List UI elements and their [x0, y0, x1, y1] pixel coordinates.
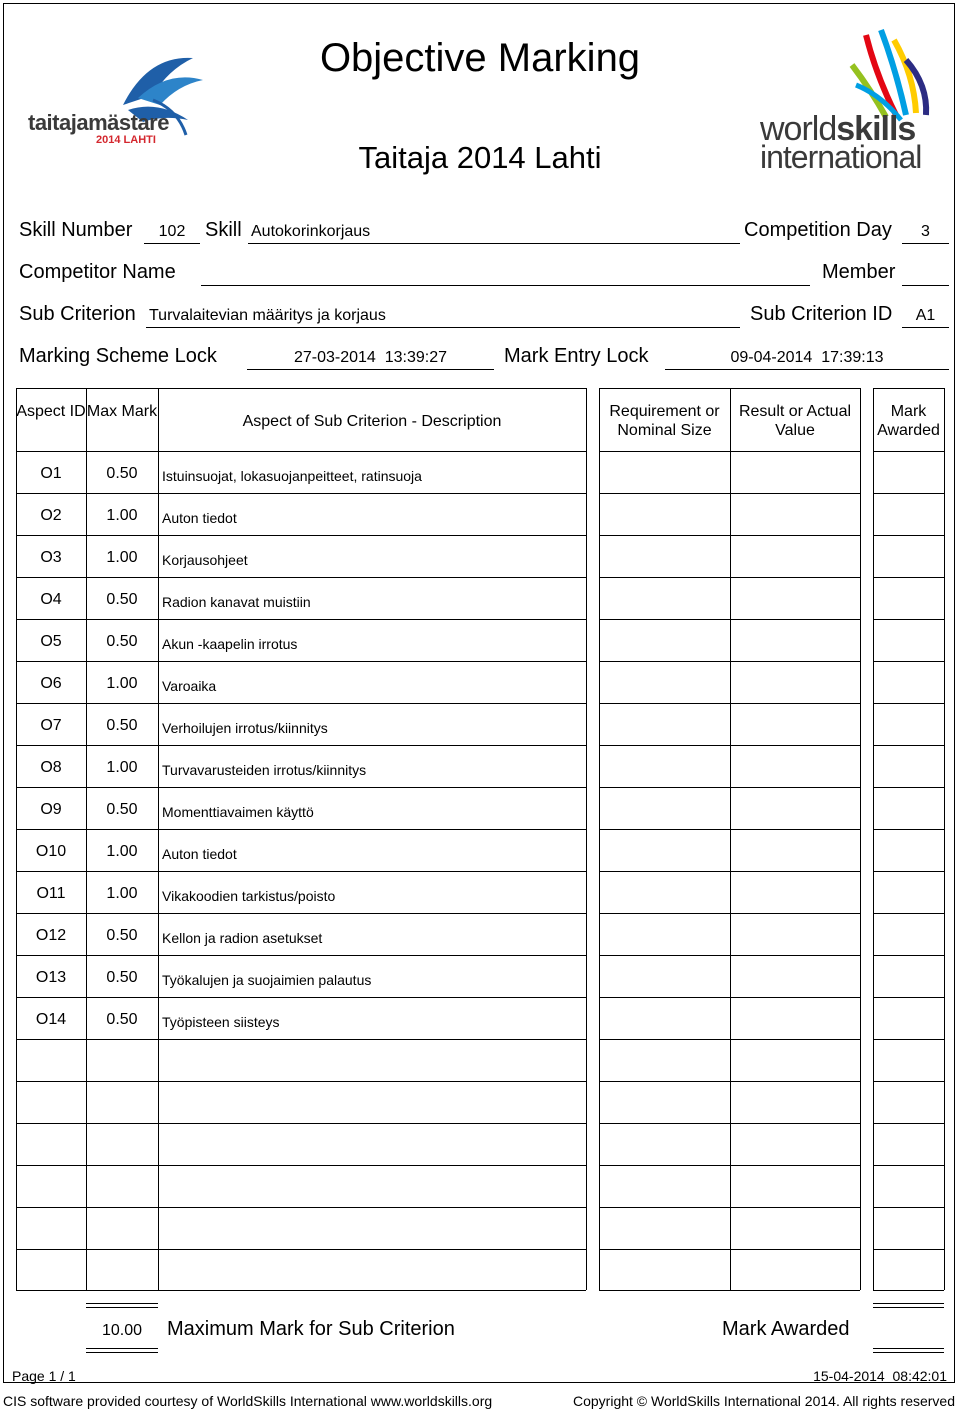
header-mark-awarded-text: Mark Awarded [877, 403, 940, 439]
row-max-mark: 0.50 [106, 465, 138, 482]
row-max-mark: 1.00 [106, 843, 138, 860]
page-title: Objective Marking [319, 36, 641, 80]
row-max-mark: 0.50 [106, 801, 138, 818]
member-underline [902, 285, 949, 286]
copyright-notice: Copyright © WorldSkills International 2014. All rights reserved [572, 1393, 955, 1409]
header-mark-awarded [873, 402, 944, 440]
competition-day-value: 3 [921, 223, 930, 240]
row-aspect-id: O9 [40, 801, 62, 818]
row-aspect-id: O13 [35, 969, 67, 986]
header-aspect-id-text: Aspect ID [16, 403, 86, 420]
row-max-mark: 0.50 [106, 1011, 138, 1028]
competitor-name-label: Competitor Name [19, 261, 176, 283]
row-max-mark: 0.50 [106, 591, 138, 608]
total-double-line-bottom-right [873, 1348, 944, 1353]
row-aspect-id: O11 [36, 885, 66, 902]
row-aspect-id: O8 [40, 759, 62, 776]
max-total-label: Maximum Mark for Sub Criterion [167, 1318, 455, 1340]
worldskills-logo-skills: skills [836, 110, 916, 148]
row-description: Auton tiedot [162, 846, 237, 862]
skill-number-underline [144, 243, 200, 244]
row-max-mark: 1.00 [106, 507, 138, 524]
row-aspect-id: O1 [40, 465, 62, 482]
page-number: Page 1 / 1 [12, 1368, 76, 1384]
competition-day-underline [902, 243, 949, 244]
row-aspect-id: O10 [35, 843, 67, 860]
skill-label: Skill [205, 219, 242, 241]
row-aspect-id: O2 [40, 507, 62, 524]
row-aspect-id: O4 [40, 591, 62, 608]
competitor-name-underline [201, 285, 810, 286]
row-aspect-id: O3 [40, 549, 62, 566]
taitaja-logo-subtext: 2014 LAHTI [96, 134, 156, 146]
print-timestamp: 15-04-2014 08:42:01 [813, 1368, 947, 1384]
row-description: Auton tiedot [162, 510, 237, 526]
sub-criterion-value: Turvalaitevian määritys ja korjaus [149, 307, 386, 324]
skill-number-value: 102 [158, 223, 186, 240]
row-max-mark: 1.00 [106, 549, 138, 566]
row-max-mark: 0.50 [106, 633, 138, 650]
total-double-line-bottom-left [86, 1348, 158, 1353]
software-credit: CIS software provided courtesy of WorldSkills International www.worldskills.org [3, 1393, 493, 1409]
row-description: Vikakoodien tarkistus/poisto [162, 888, 336, 904]
row-aspect-id: O7 [40, 717, 62, 734]
mark-entry-lock-underline [665, 369, 949, 370]
marking-scheme-lock-value: 27-03-2014 13:39:27 [293, 349, 447, 366]
sub-criterion-id-label: Sub Criterion ID [750, 303, 893, 325]
row-description: Verhoilujen irrotus/kiinnitys [162, 720, 328, 736]
row-max-mark: 0.50 [106, 927, 138, 944]
row-max-mark: 0.50 [106, 969, 138, 986]
row-aspect-id: O6 [40, 675, 62, 692]
worldskills-logo-line2: international [760, 139, 922, 175]
row-aspect-id: O14 [35, 1011, 67, 1028]
row-description: Radion kanavat muistiin [162, 594, 311, 610]
row-description: Työpisteen siisteys [162, 1014, 280, 1030]
row-aspect-id: O5 [40, 633, 62, 650]
sub-criterion-label: Sub Criterion [19, 303, 136, 325]
row-description: Työkalujen ja suojaimien palautus [162, 972, 372, 988]
marking-scheme-lock-label: Marking Scheme Lock [19, 345, 217, 367]
total-double-line-top-left [86, 1303, 158, 1308]
header-aspect-id [16, 402, 86, 421]
sub-criterion-id-underline [902, 327, 949, 328]
max-total-value: 10.00 [101, 1322, 143, 1339]
row-description: Momenttiavaimen käyttö [162, 804, 314, 820]
skill-value: Autokorinkorjaus [251, 223, 371, 240]
row-description: Kellon ja radion asetukset [162, 930, 323, 946]
header-result [730, 402, 860, 440]
header-max-mark-text: Max Mark [86, 403, 158, 420]
sub-criterion-id-value: A1 [915, 307, 936, 324]
worldskills-logo-world: world [760, 110, 837, 148]
taitaja-logo-text: taitajamästare [28, 110, 169, 135]
row-description: Turvavarusteiden irrotus/kiinnitys [162, 762, 367, 778]
competition-day-label: Competition Day [744, 219, 892, 241]
row-description: Varoaika [162, 678, 217, 694]
row-description: Akun -kaapelin irrotus [162, 636, 298, 652]
header-description: Aspect of Sub Criterion - Description [242, 413, 502, 430]
page-subtitle: Taitaja 2014 Lahti [358, 140, 602, 175]
skill-underline [248, 243, 740, 244]
row-max-mark: 1.00 [106, 885, 138, 902]
marking-scheme-lock-underline [247, 369, 494, 370]
header-requirement [599, 402, 730, 440]
mark-awarded-total-label: Mark Awarded [722, 1318, 850, 1340]
header-max-mark [86, 402, 158, 421]
row-description: Istuinsuojat, lokasuojanpeitteet, ratinsuoja [162, 468, 422, 484]
member-label: Member [822, 261, 896, 283]
mark-entry-lock-value: 09-04-2014 17:39:13 [730, 349, 884, 366]
row-max-mark: 0.50 [106, 717, 138, 734]
mark-entry-lock-label: Mark Entry Lock [504, 345, 649, 367]
row-description: Korjausohjeet [162, 552, 248, 568]
skill-number-label: Skill Number [19, 219, 133, 241]
row-aspect-id: O12 [35, 927, 67, 944]
total-double-line-top-right [873, 1303, 944, 1308]
sub-criterion-underline [146, 327, 740, 328]
header-result-text: Result or Actual Value [738, 403, 852, 439]
header-requirement-text: Requirement or Nominal Size [609, 403, 720, 439]
row-max-mark: 1.00 [106, 675, 138, 692]
row-max-mark: 1.00 [106, 759, 138, 776]
page-frame [3, 3, 955, 1383]
